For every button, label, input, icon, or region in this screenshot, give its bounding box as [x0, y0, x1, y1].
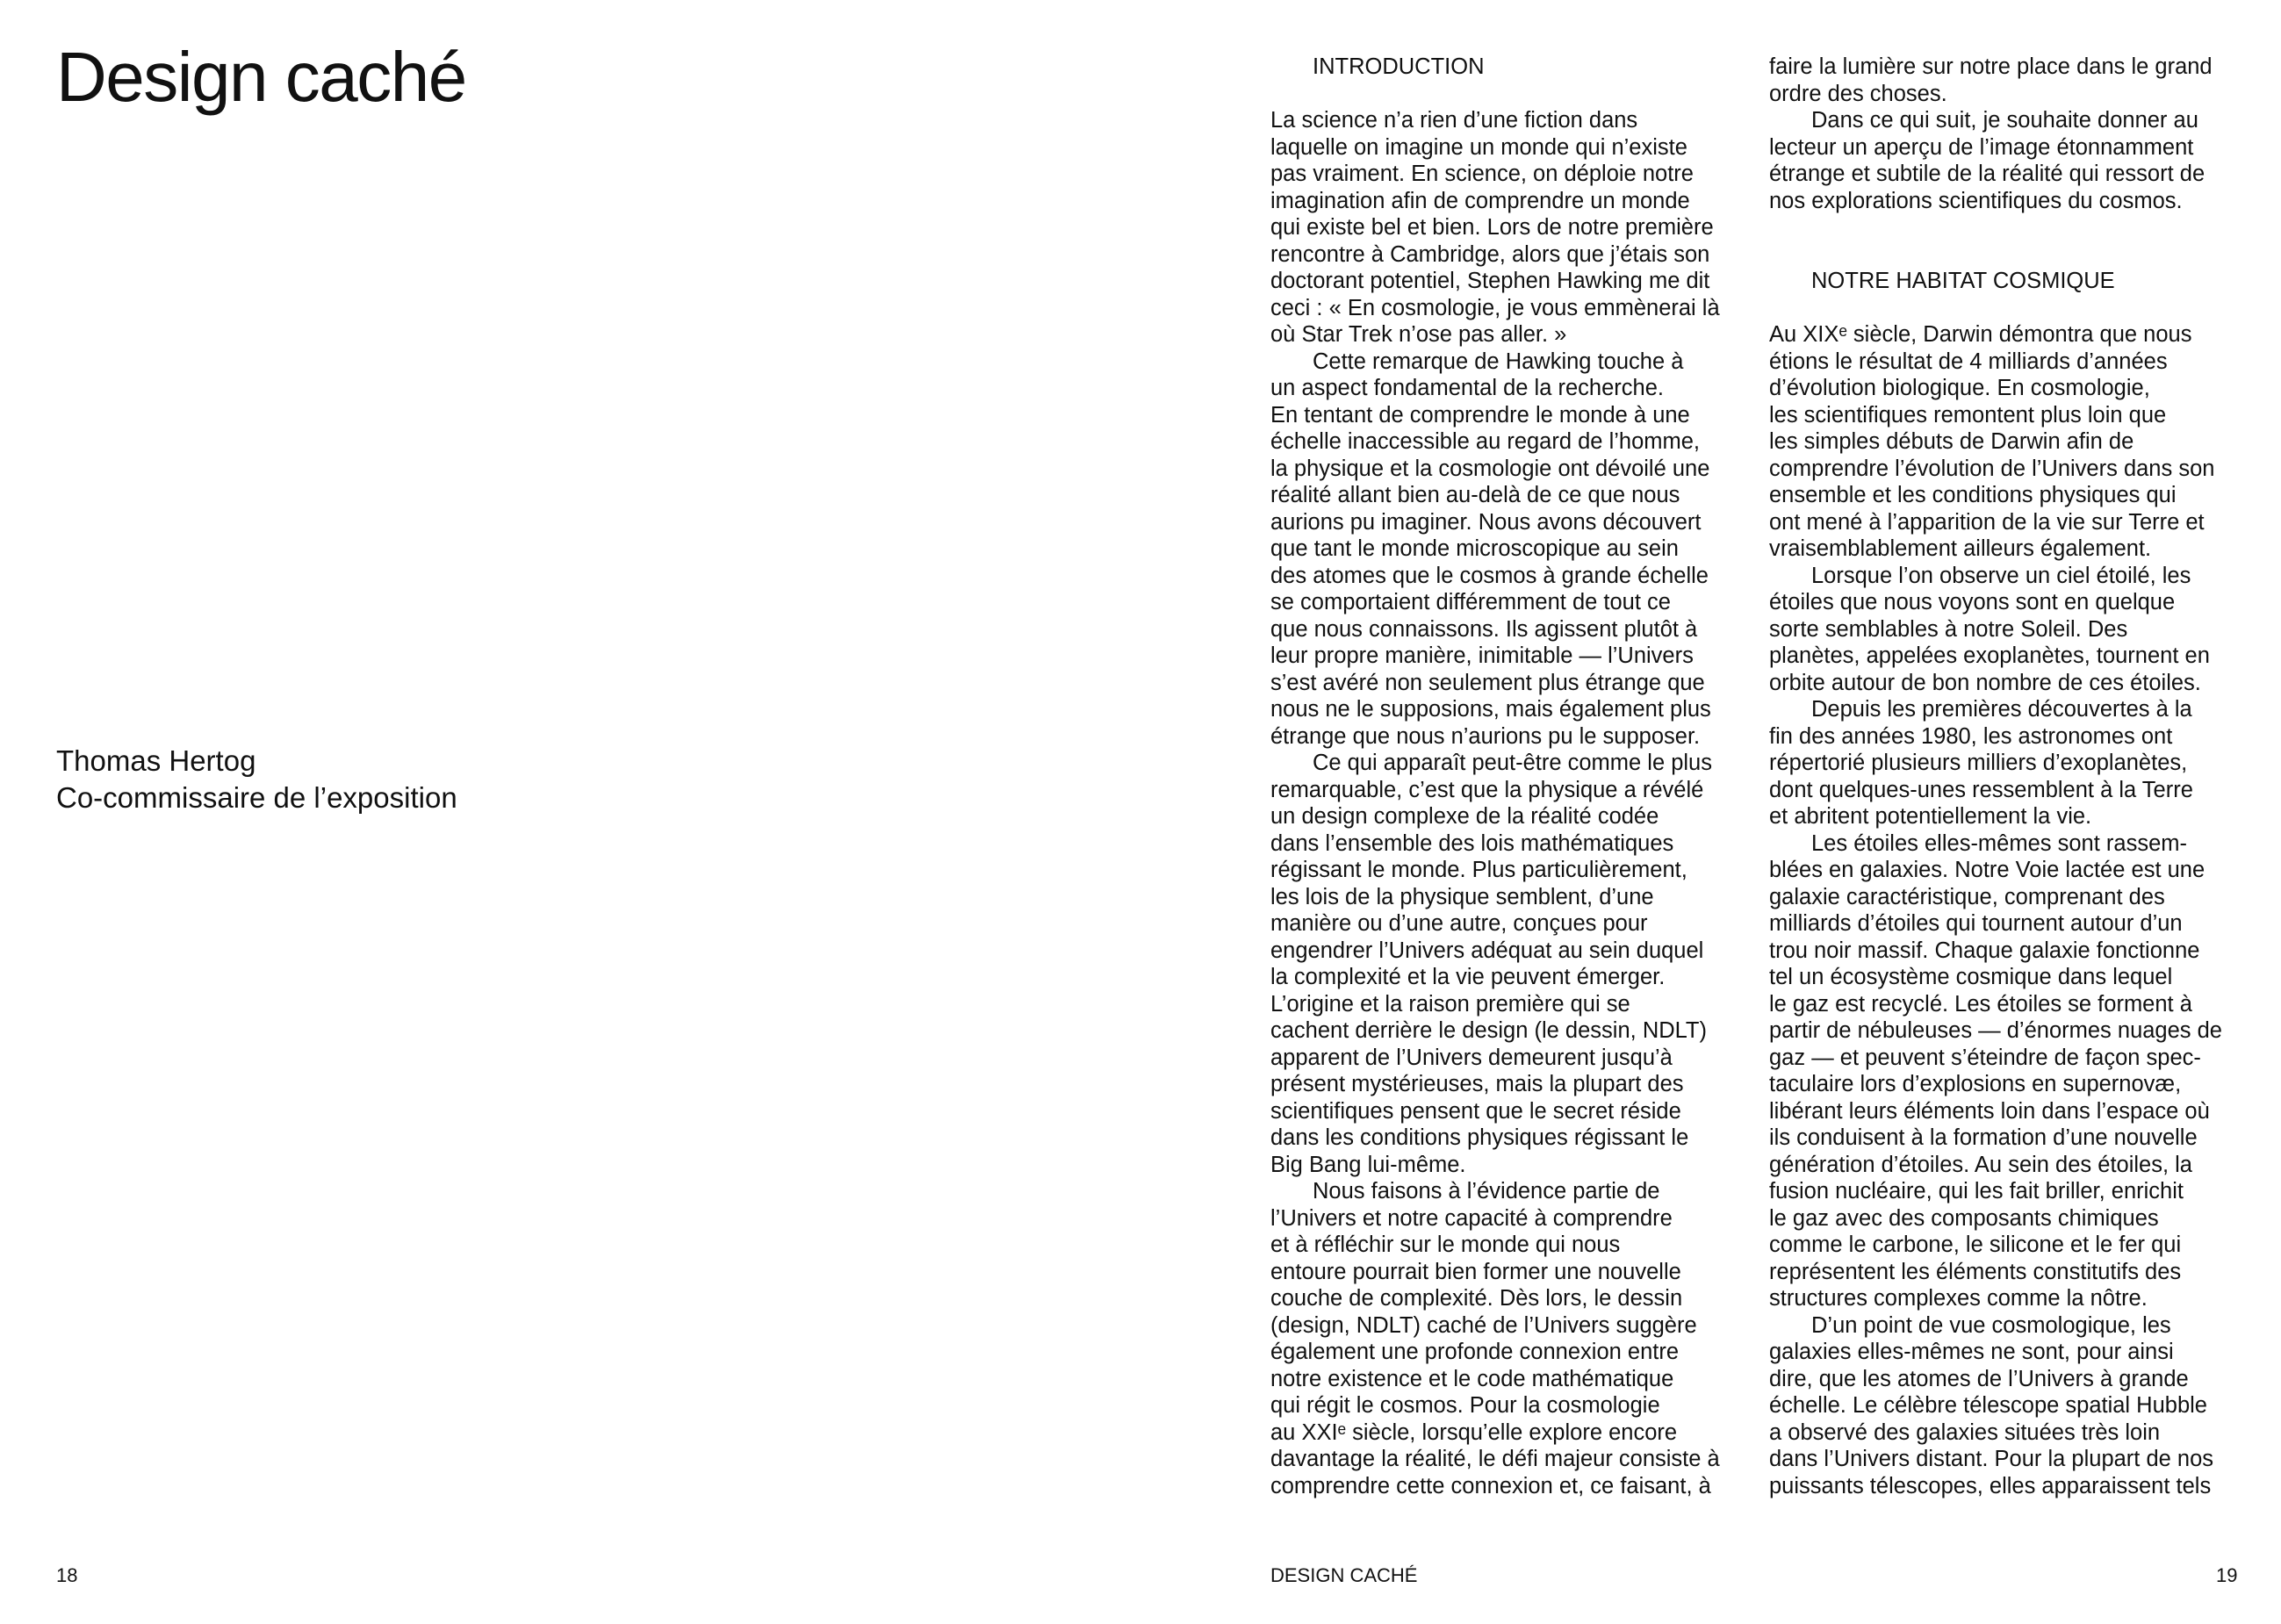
text-line: dans l’Univers distant. Pour la plupart de nos [1769, 1447, 2214, 1471]
text-line: fusion nucléaire, qui les fait briller, enrichit [1769, 1179, 2184, 1204]
text-line: étrange que nous n’aurions pu le supposer. [1270, 723, 1701, 749]
text-line: nous ne le supposions, mais également plus [1270, 697, 1711, 722]
text-line: que tant le monde microscopique au sein [1270, 536, 1679, 561]
text-line: Au XIXᵉ siècle, Darwin démontra que nous [1769, 322, 2192, 347]
spacer [1270, 81, 1749, 108]
text-line: imagination afin de comprendre un monde [1270, 188, 1690, 213]
text-line: les lois de la physique semblent, d’une [1270, 884, 1654, 909]
author-block [56, 743, 457, 816]
text-line: vraisemblablement ailleurs également. [1769, 536, 2152, 561]
text-line: et à réfléchir sur le monde qui nous [1270, 1232, 1621, 1257]
text-line: se comportaient différemment de tout ce [1270, 590, 1671, 614]
text-line: un aspect fondamental de la recherche. [1270, 376, 1664, 400]
text-line: milliards d’étoiles qui tournent autour d’un [1769, 911, 2183, 936]
text-line: étoiles que nous voyons sont en quelque [1769, 590, 2176, 614]
text-line: tel un écosystème cosmique dans lequel [1769, 965, 2173, 989]
text-line: Ce qui apparaît peut-être comme le plus [1313, 751, 1712, 775]
text-line: dans l’ensemble des lois mathématiques [1270, 830, 1674, 856]
spacer [1769, 241, 2248, 269]
text-line: planètes, appelées exoplanètes, tournent en [1769, 643, 2210, 668]
text-line: échelle. Le célèbre télescope spatial Hubble [1769, 1393, 2207, 1418]
text-line: lecteur un aperçu de l’image étonnamment [1769, 134, 2194, 160]
text-line: où Star Trek n’ose pas aller. » [1270, 322, 1567, 347]
text-line: le gaz avec des composants chimiques [1769, 1205, 2159, 1231]
text-line: ordre des choses. [1769, 81, 1947, 106]
page-number-right: 19 [2216, 1564, 2238, 1586]
text-line: comprendre cette connexion et, ce faisant, à [1270, 1473, 1711, 1498]
text-line: le gaz est recyclé. Les étoiles se forment à [1769, 991, 2192, 1017]
text-line: réalité allant bien au-delà de ce que nous [1270, 483, 1680, 507]
text-column-1 [1270, 54, 1749, 1499]
text-line: présent mystérieuses, mais la plupart des [1270, 1072, 1684, 1096]
text-line: dans les conditions physiques régissant le [1270, 1125, 1689, 1150]
text-line: pas vraiment. En science, on déploie notre [1270, 162, 1694, 186]
text-line: davantage la réalité, le défi majeur consiste à [1270, 1447, 1720, 1471]
text-line: ont mené à l’apparition de la vie sur Terre et [1769, 509, 2205, 535]
section-heading: NOTRE HABITAT COSMIQUE [1811, 269, 2115, 293]
text-line: L’origine et la raison première qui se [1270, 991, 1630, 1017]
text-line: étions le résultat de 4 milliards d’années [1769, 349, 2168, 374]
author-name: Thomas Hertog [56, 744, 256, 777]
text-line: rencontre à Cambridge, alors que j’étais son [1270, 241, 1710, 267]
text-line: les scientifiques remontent plus loin que [1769, 402, 2167, 428]
text-line: partir de nébuleuses — d’énormes nuages de [1769, 1018, 2222, 1043]
text-line: dire, que les atomes de l’Univers à grande [1769, 1366, 2189, 1391]
section-heading: INTRODUCTION [1313, 54, 1485, 79]
text-line: qui régit le cosmos. Pour la cosmologie [1270, 1393, 1660, 1418]
text-line: trou noir massif. Chaque galaxie fonctionne [1769, 938, 2200, 963]
text-line: dont quelques-unes ressemblent à la Terre [1769, 777, 2193, 802]
text-line: leur propre manière, inimitable — l’Univers [1270, 643, 1694, 668]
text-line: comprendre l’évolution de l’Univers dans son [1769, 456, 2215, 481]
text-line: taculaire lors d’explosions en supernovæ, [1769, 1072, 2182, 1096]
page-title: Design caché [56, 38, 466, 116]
text-line: puissants télescopes, elles apparaissent tels [1769, 1473, 2212, 1498]
text-line: Les étoiles elles-mêmes sont rassem- [1811, 830, 2187, 856]
text-line: gaz — et peuvent s’éteindre de façon spec- [1769, 1045, 2201, 1070]
text-line: la complexité et la vie peuvent émerger. [1270, 965, 1666, 989]
text-line: galaxies elles-mêmes ne sont, pour ainsi [1769, 1340, 2174, 1364]
text-line: laquelle on imagine un monde qui n’existe [1270, 134, 1687, 160]
text-line: libérant leurs éléments loin dans l’espace où [1769, 1098, 2210, 1124]
text-line: des atomes que le cosmos à grande échelle [1270, 563, 1709, 588]
text-line: doctorant potentiel, Stephen Hawking me dit [1270, 269, 1710, 293]
text-line: au XXIᵉ siècle, lorsqu’elle explore encore [1270, 1419, 1678, 1445]
text-line: a observé des galaxies situées très loin [1769, 1419, 2161, 1445]
text-line: ensemble et les conditions physiques qui [1769, 483, 2177, 507]
text-line: La science n’a rien d’une fiction dans [1270, 108, 1638, 133]
text-line: les simples débuts de Darwin afin de [1769, 429, 2134, 454]
text-line: Nous faisons à l’évidence partie de [1313, 1179, 1660, 1204]
text-line: d’évolution biologique. En cosmologie, [1769, 376, 2150, 400]
text-line: apparent de l’Univers demeurent jusqu’à [1270, 1045, 1673, 1070]
text-line: et abritent potentiellement la vie. [1769, 804, 2092, 829]
text-line: que nous connaissons. Ils agissent plutôt à [1270, 616, 1698, 642]
text-line: entoure pourrait bien former une nouvelle [1270, 1259, 1681, 1284]
text-line: engendrer l’Univers adéquat au sein duquel [1270, 938, 1704, 963]
author-role: Co-commissaire de l’exposition [56, 781, 457, 814]
text-line: galaxie caractéristique, comprenant des [1769, 884, 2165, 909]
text-line: l’Univers et notre capacité à comprendre [1270, 1205, 1673, 1231]
page-number-left: 18 [56, 1564, 78, 1586]
text-line: notre existence et le code mathématique [1270, 1366, 1674, 1391]
text-line: (design, NDLT) caché de l’Univers suggère [1270, 1312, 1697, 1338]
text-line: En tentant de comprendre le monde à une [1270, 402, 1690, 428]
text-line: structures complexes comme la nôtre. [1769, 1286, 2148, 1311]
text-line: D’un point de vue cosmologique, les [1811, 1312, 2171, 1338]
text-line: répertorié plusieurs milliers d’exoplanètes, [1769, 751, 2188, 775]
text-line: manière ou d’une autre, conçues pour [1270, 911, 1648, 936]
text-line: faire la lumière sur notre place dans le grand [1769, 54, 2213, 79]
text-line: également une profonde connexion entre [1270, 1340, 1680, 1364]
text-line: nos explorations scientifiques du cosmos. [1769, 188, 2183, 213]
text-line: sorte semblables à notre Soleil. Des [1769, 616, 2128, 642]
text-line: génération d’étoiles. Au sein des étoiles, la [1769, 1152, 2192, 1177]
text-line: qui existe bel et bien. Lors de notre première [1270, 215, 1714, 240]
text-line: ils conduisent à la formation d’une nouvelle [1769, 1125, 2198, 1150]
text-line: ceci : « En cosmologie, je vous emmènerai là [1270, 295, 1720, 320]
text-line: orbite autour de bon nombre de ces étoiles. [1769, 670, 2201, 695]
text-line: Lorsque l’on observe un ciel étoilé, les [1811, 563, 2191, 588]
text-line: cachent derrière le design (le dessin, NDLT) [1270, 1018, 1708, 1043]
text-line: la physique et la cosmologie ont dévoilé une [1270, 456, 1710, 481]
text-line: un design complexe de la réalité codée [1270, 804, 1659, 829]
text-line: scientifiques pensent que le secret réside [1270, 1098, 1681, 1124]
text-line: Depuis les premières découvertes à la [1811, 697, 2192, 722]
text-line: Big Bang lui-même. [1270, 1152, 1466, 1177]
text-line: comme le carbone, le silicone et le fer qui [1769, 1232, 2182, 1257]
text-line: échelle inaccessible au regard de l’homme, [1270, 429, 1701, 454]
text-line: s’est avéré non seulement plus étrange que [1270, 670, 1705, 695]
text-line: Cette remarque de Hawking touche à [1313, 349, 1684, 374]
text-line: couche de complexité. Dès lors, le dessin [1270, 1286, 1683, 1311]
text-line: fin des années 1980, les astronomes ont [1769, 723, 2173, 749]
text-line: blées en galaxies. Notre Voie lactée est une [1769, 858, 2205, 882]
text-line: représentent les éléments constitutifs des [1769, 1259, 2182, 1284]
spacer [1769, 295, 2248, 322]
text-line: étrange et subtile de la réalité qui ressort de [1769, 162, 2205, 186]
text-line: aurions pu imaginer. Nous avons découvert [1270, 509, 1702, 535]
running-title: DESIGN CACHÉ [1270, 1564, 1418, 1586]
text-line: remarquable, c’est que la physique a révélé [1270, 777, 1704, 802]
text-line: régissant le monde. Plus particulièrement, [1270, 858, 1687, 882]
spacer [1769, 214, 2248, 241]
text-line: Dans ce qui suit, je souhaite donner au [1811, 108, 2198, 133]
text-column-2 [1769, 54, 2248, 1499]
